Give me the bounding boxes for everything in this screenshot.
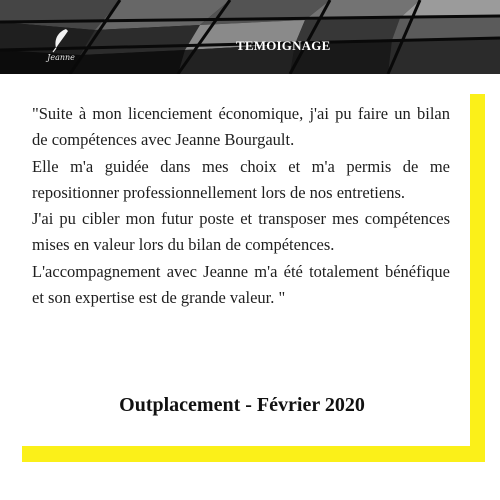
jeanne-logo — [44, 26, 78, 66]
feather-icon — [44, 26, 78, 54]
page-title: TEMOIGNAGE — [236, 38, 331, 53]
quote-paragraph: Elle m'a guidée dans mes choix et m'a permis de me repositionner professionnellement lors de nos entretiens. — [32, 156, 450, 202]
header-banner — [0, 0, 500, 74]
logo-wordmark: Jeanne — [47, 53, 75, 62]
quote-paragraph: L'accompagnement avec Jeanne m'a été totalement bénéfique et son expertise est de grande valeur. " — [32, 261, 450, 308]
quote-paragraph: "Suite à mon licenciement économique, j'ai pu faire un bilan de compétences avec Jeanne Bourgault. — [32, 104, 450, 150]
testimonial-quote — [32, 101, 450, 311]
testimonial-signature: Outplacement - Février 2020 — [119, 394, 365, 416]
quote-paragraph: J'ai pu cibler mon futur poste et transposer mes compétences mises en valeur lors du bilan de compétences. — [32, 209, 450, 255]
